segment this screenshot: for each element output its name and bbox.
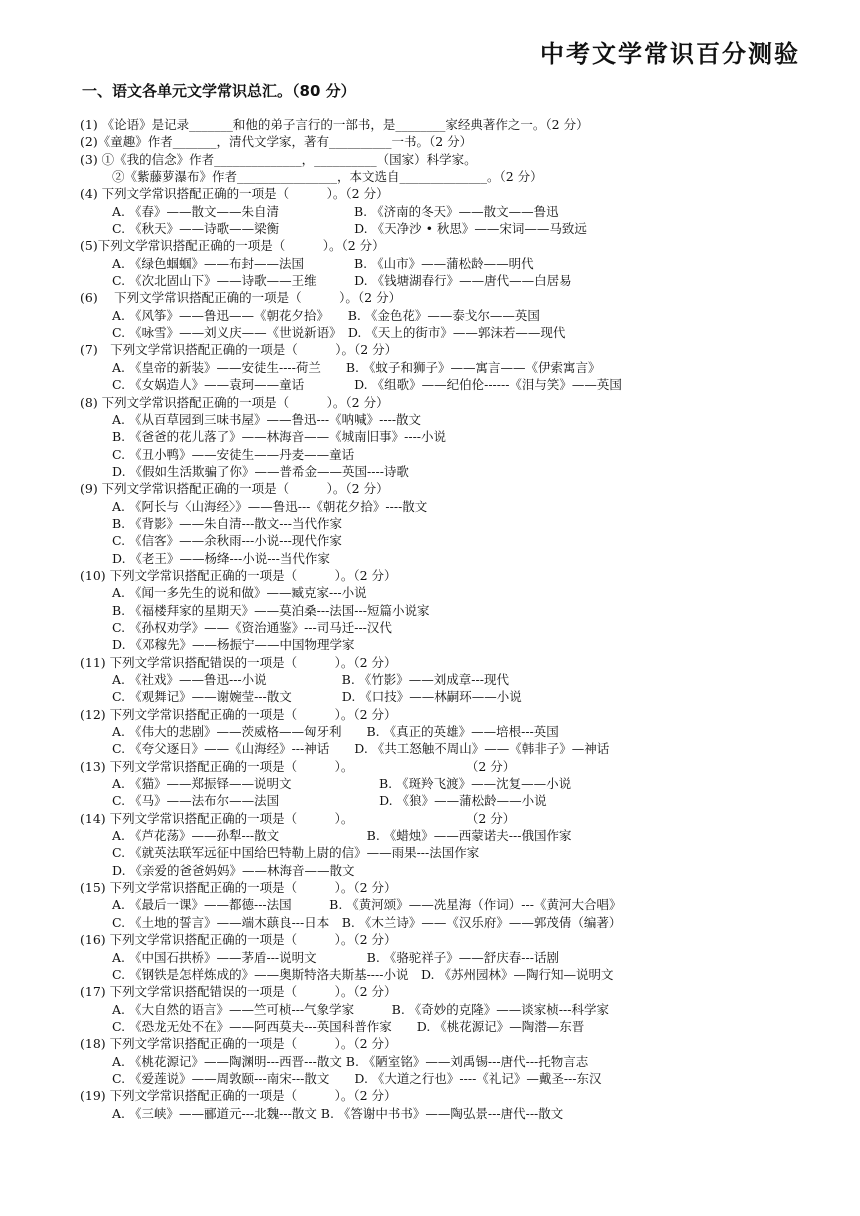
- question-line: (13) 下列文学常识搭配正确的一项是（ ）。 （2 分）: [80, 758, 516, 774]
- option-line: C. 《马》——法布尔——法国 D. 《狼》——蒲松龄——小说: [112, 793, 547, 809]
- option-line: A. 《大自然的语言》——竺可桢---气象学家 B. 《奇妙的克隆》——谈家桢---科学家: [112, 1001, 609, 1017]
- option-line: A. 《猫》——郑振铎——说明文 B. 《斑羚飞渡》——沈复——小说: [112, 776, 572, 792]
- question-line: (8) 下列文学常识搭配正确的一项是（ ）。（2 分）: [80, 394, 389, 410]
- option-line: C. 《恐龙无处不在》——阿西莫夫---英国科普作家 D. 《桃花源记》—陶潜—东晋: [112, 1018, 585, 1034]
- option-line: C. 《钢铁是怎样炼成的》——奥斯特洛夫斯基----小说 D. 《苏州园林》—陶行知—说明文: [112, 966, 614, 982]
- option-line: C. 《土地的誓言》——端木蕻良---日本 B. 《木兰诗》——《汉乐府》——郭茂倩（编著）: [112, 914, 622, 930]
- question-line: (16) 下列文学常识搭配正确的一项是（ ）。（2 分）: [80, 932, 397, 948]
- option-line: C. 《夸父逐日》——《山海经》---神话 D. 《共工怒触不周山》——《韩非子》—神话: [112, 741, 610, 757]
- option-line: D. 《亲爱的爸爸妈妈》——林海音——散文: [112, 862, 355, 878]
- option-line: C. 《信客》——余秋雨---小说---现代作家: [112, 533, 342, 549]
- option-line: A. 《从百草园到三味书屋》——鲁迅---《呐喊》----散文: [112, 411, 422, 427]
- question-line: (1) 《论语》是记录_______和他的弟子言行的一部书，是________家经典著作之一。（2 分）: [80, 117, 589, 132]
- option-line: C. 《秋天》——诗歌——梁衡 D. 《天净沙 • 秋思》——宋词——马致远: [112, 221, 587, 237]
- option-line: A. 《最后一课》——都德---法国 B. 《黄河颂》——冼星海（作词）---《黄河大合唱》: [112, 897, 622, 913]
- option-line: C. 《孙权劝学》——《资治通鉴》---司马迁---汉代: [112, 619, 392, 635]
- question-list: [80, 116, 850, 1122]
- page-title: 中考文学常识百分测验: [540, 40, 800, 68]
- question-line: (11) 下列文学常识搭配错误的一项是（ ）。（2 分）: [80, 654, 397, 670]
- question-line: (14) 下列文学常识搭配正确的一项是（ ）。 （2 分）: [80, 810, 516, 826]
- question-line: (3) ①《我的信念》作者______________，__________（国家）科学家。: [80, 151, 477, 167]
- option-line: C. 《爱莲说》——周敦颐---南宋---散文 D. 《大道之行也》----《礼记》—戴圣---东汉: [112, 1070, 602, 1086]
- question-line: (6) 下列文学常识搭配正确的一项是（ ）。（2 分）: [80, 290, 402, 306]
- option-line: C. 《丑小鸭》——安徒生——丹麦——童话: [112, 446, 355, 462]
- option-line: C. 《咏雪》——刘义庆——《世说新语》 D. 《天上的街市》——郭沫若——现代: [112, 325, 566, 341]
- option-line: A. 《中国石拱桥》——茅盾---说明文 B. 《骆驼祥子》——舒庆春---话剧: [112, 949, 559, 965]
- question-line: (17) 下列文学常识搭配错误的一项是（ ）。（2 分）: [80, 984, 397, 1000]
- option-line: A. 《绿色蝈蝈》——布封——法国 B. 《山市》——蒲松龄——明代: [112, 255, 534, 271]
- option-line: C. 《次北固山下》——诗歌——王维 D. 《钱塘湖春行》——唐代——白居易: [112, 273, 572, 289]
- option-line: A. 《闻一多先生的说和做》——臧克家---小说: [112, 585, 367, 601]
- question-line: (7) 下列文学常识搭配正确的一项是（ ）。（2 分）: [80, 342, 398, 358]
- option-line: C. 《女娲造人》——袁珂——童话 D. 《组歌》——纪伯伦------《泪与笑》——英国: [112, 377, 622, 393]
- option-line: C. 《观舞记》——谢婉莹---散文 D. 《口技》——林嗣环——小说: [112, 689, 522, 705]
- section-heading: 一、语文各单元文学常识总汇。（80 分）: [82, 82, 356, 100]
- question-line: (4) 下列文学常识搭配正确的一项是（ ）。（2 分）: [80, 186, 389, 202]
- question-line: (2)《童趣》作者_______，清代文学家，著有__________一书。（2 分）: [80, 134, 473, 150]
- option-line: A. 《社戏》——鲁迅---小说 B. 《竹影》——刘成章---现代: [112, 672, 509, 687]
- option-line: A. 《伟大的悲剧》——茨威格——匈牙利 B. 《真正的英雄》——培根---英国: [112, 724, 559, 740]
- option-line: B. 《福楼拜家的星期天》——莫泊桑---法国---短篇小说家: [112, 602, 430, 618]
- option-line: A. 《皇帝的新装》——安徒生----荷兰 B. 《蚊子和狮子》——寓言——《伊索寓言》: [112, 359, 601, 375]
- option-line: A. 《阿长与〈山海经〉》——鲁迅---《朝花夕拾》----散文: [112, 498, 428, 514]
- option-line: B. 《爸爸的花儿落了》——林海音——《城南旧事》----小说: [112, 429, 447, 445]
- question-line: (12) 下列文学常识搭配正确的一项是（ ）。（2 分）: [80, 706, 397, 722]
- option-line: A. 《桃花源记》——陶渊明---西晋---散文 B. 《陋室铭》——刘禹锡---唐代---托物言志: [112, 1053, 589, 1069]
- option-line: A. 《春》——散文——朱自清 B. 《济南的冬天》——散文——鲁迅: [112, 203, 559, 219]
- option-line: A. 《风筝》——鲁迅——《朝花夕拾》 B. 《金色花》——泰戈尔——英国: [112, 307, 540, 323]
- question-line: (9) 下列文学常识搭配正确的一项是（ ）。（2 分）: [80, 481, 389, 497]
- question-line: (10) 下列文学常识搭配正确的一项是（ ）。（2 分）: [80, 567, 397, 583]
- option-line: C. 《就英法联军远征中国给巴特勒上尉的信》——雨果---法国作家: [112, 845, 480, 861]
- question-line: (15) 下列文学常识搭配正确的一项是（ ）。（2 分）: [80, 880, 397, 896]
- question-line: (19) 下列文学常识搭配正确的一项是（ ）。（2 分）: [80, 1088, 397, 1104]
- option-line: A. 《芦花荡》——孙犁---散文 B. 《蜡烛》——西蒙诺夫---俄国作家: [112, 828, 572, 844]
- option-line: B. 《背影》——朱自清---散文---当代作家: [112, 515, 342, 531]
- option-line: ②《紫藤萝瀑布》作者________________，本文选自______________。（2 分）: [112, 169, 543, 185]
- option-line: D. 《老王》——杨绛---小说---当代作家: [112, 550, 330, 566]
- question-line: (18) 下列文学常识搭配正确的一项是（ ）。（2 分）: [80, 1036, 397, 1052]
- option-line: D. 《假如生活欺骗了你》——普希金——英国----诗歌: [112, 463, 409, 479]
- option-line: D. 《邓稼先》——杨振宁——中国物理学家: [112, 637, 355, 653]
- option-line: A. 《三峡》——郦道元---北魏---散文 B. 《答谢中书书》——陶弘景---唐代---散文: [112, 1105, 564, 1121]
- question-line: (5)下列文学常识搭配正确的一项是（ ）。（2 分）: [80, 238, 385, 254]
